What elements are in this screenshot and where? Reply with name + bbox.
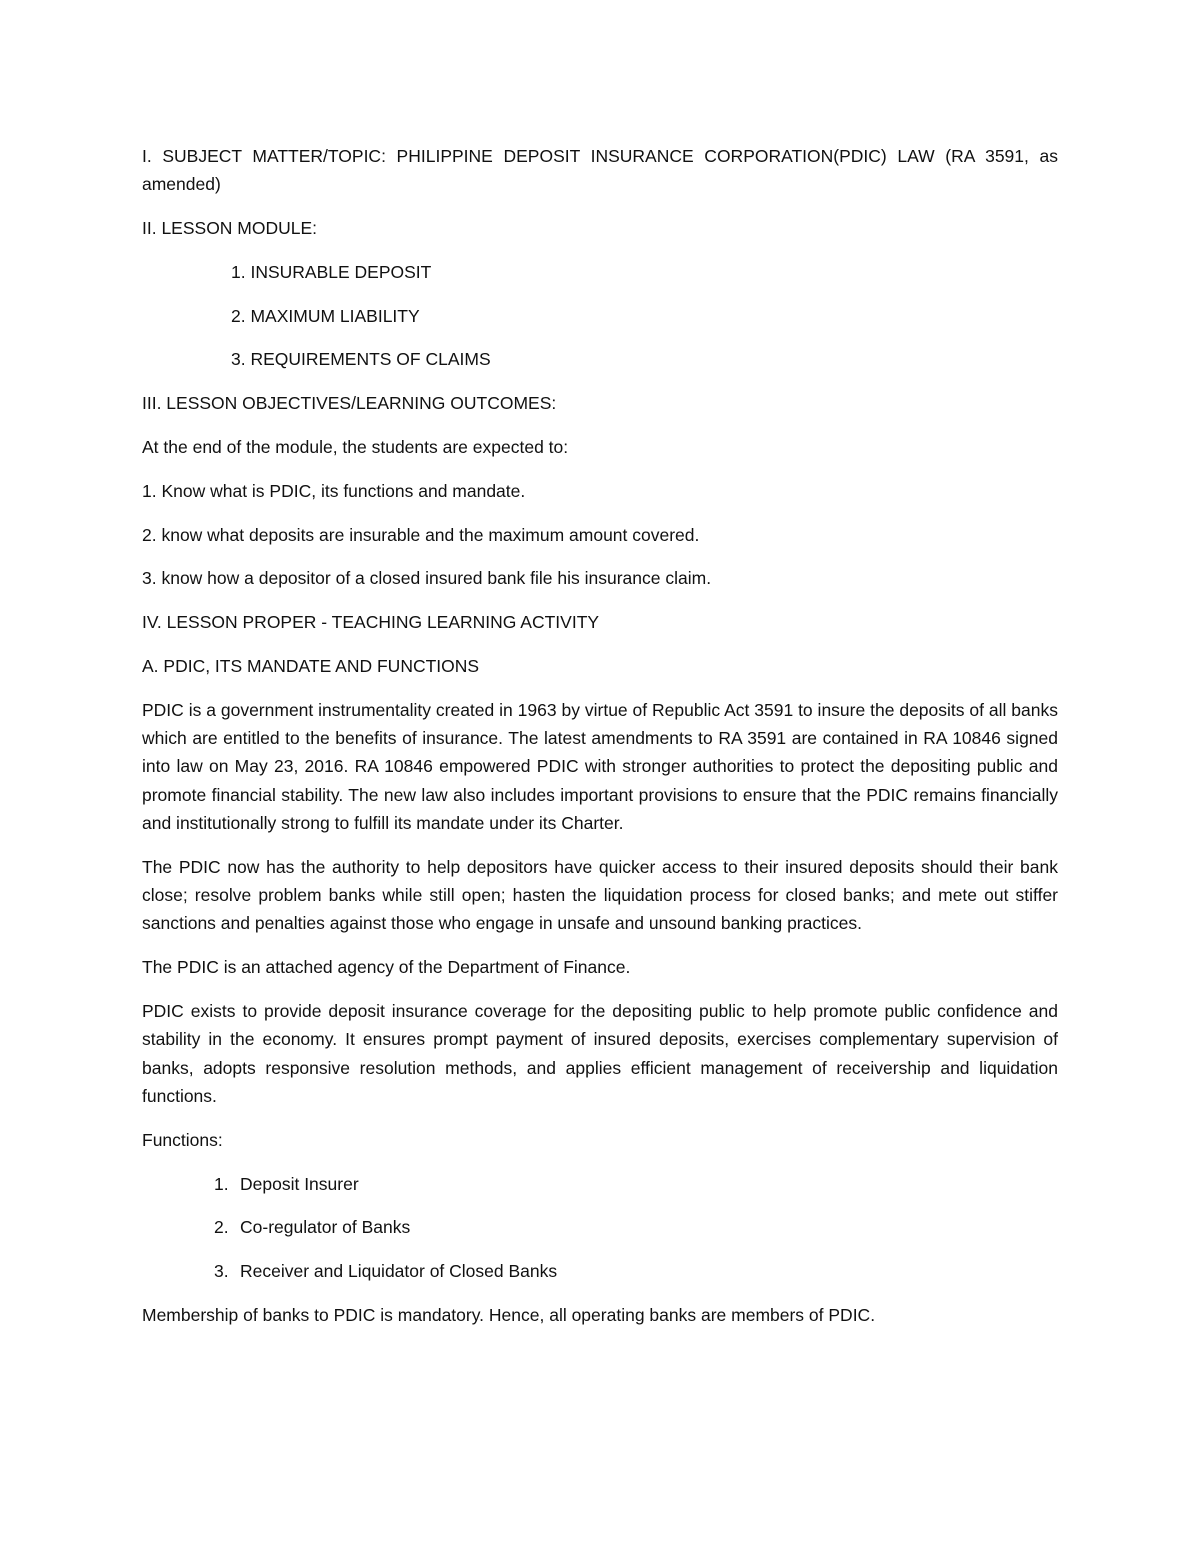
paragraph-pdic-authority: The PDIC now has the authority to help depositors have quicker access to their insured deposits should their bank close; resolve problem banks while still open; hasten the liquidation process for closed banks; and mete out stiffer sanctions and penalties against those who engage in unsafe and unsound banking practices.	[142, 856, 1058, 934]
lesson-proper-heading: IV. LESSON PROPER - TEACHING LEARNING ACTIVITY	[142, 612, 600, 633]
function-text: Receiver and Liquidator of Closed Banks	[240, 1261, 558, 1282]
objective-item: 2. know what deposits are insurable and the maximum amount covered.	[142, 524, 700, 545]
function-text: Co-regulator of Banks	[240, 1217, 411, 1238]
function-item	[142, 1257, 1058, 1285]
functions-heading: Functions:	[142, 1129, 223, 1150]
objective-item: 1. Know what is PDIC, its functions and mandate.	[142, 480, 526, 501]
section-a-heading: A. PDIC, ITS MANDATE AND FUNCTIONS	[142, 656, 480, 677]
paragraph-pdic-purpose: PDIC exists to provide deposit insurance coverage for the depositing public to help promote public confidence and stability in the economy. It ensures prompt payment of insured deposits, exercises complementary supervision of banks, adopts responsive resolution methods, and applies efficient management of receivership and liquidation functions.	[142, 1001, 1058, 1106]
document-page	[142, 142, 1058, 1345]
membership-statement: Membership of banks to PDIC is mandatory. Hence, all operating banks are members of PDIC.	[142, 1304, 876, 1325]
lesson-module-item: 1. INSURABLE DEPOSIT	[231, 261, 432, 282]
function-number: 3.	[214, 1261, 229, 1282]
objectives-intro: At the end of the module, the students are expected to:	[142, 437, 569, 458]
paragraph-attached-agency: The PDIC is an attached agency of the Department of Finance.	[142, 957, 631, 978]
function-item	[142, 1170, 1058, 1198]
function-number: 2.	[214, 1217, 229, 1238]
objectives-heading: III. LESSON OBJECTIVES/LEARNING OUTCOMES:	[142, 393, 557, 414]
lesson-module-heading: II. LESSON MODULE:	[142, 218, 318, 239]
lesson-module-item: 3. REQUIREMENTS OF CLAIMS	[231, 349, 491, 370]
paragraph-pdic-history: PDIC is a government instrumentality created in 1963 by virtue of Republic Act 3591 to insure the deposits of all banks which are entitled to the benefits of insurance. The latest amendments to RA 3591 are contained in RA 10846 signed into law on May 23, 2016. RA 10846 empowered PDIC with stronger authorities to protect the depositing public and promote financial stability. The new law also includes important provisions to ensure that the PDIC remains financially and institutionally strong to fulfill its mandate under its Charter.	[142, 699, 1058, 834]
function-text: Deposit Insurer	[240, 1173, 359, 1194]
function-item	[142, 1213, 1058, 1241]
subject-line: I. SUBJECT MATTER/TOPIC: PHILIPPINE DEPOSIT INSURANCE CORPORATION(PDIC) LAW (RA 3591, as amended)	[142, 146, 1058, 195]
lesson-module-item: 2. MAXIMUM LIABILITY	[231, 305, 420, 326]
function-number: 1.	[214, 1173, 229, 1194]
objective-item: 3. know how a depositor of a closed insured bank file his insurance claim.	[142, 568, 712, 589]
